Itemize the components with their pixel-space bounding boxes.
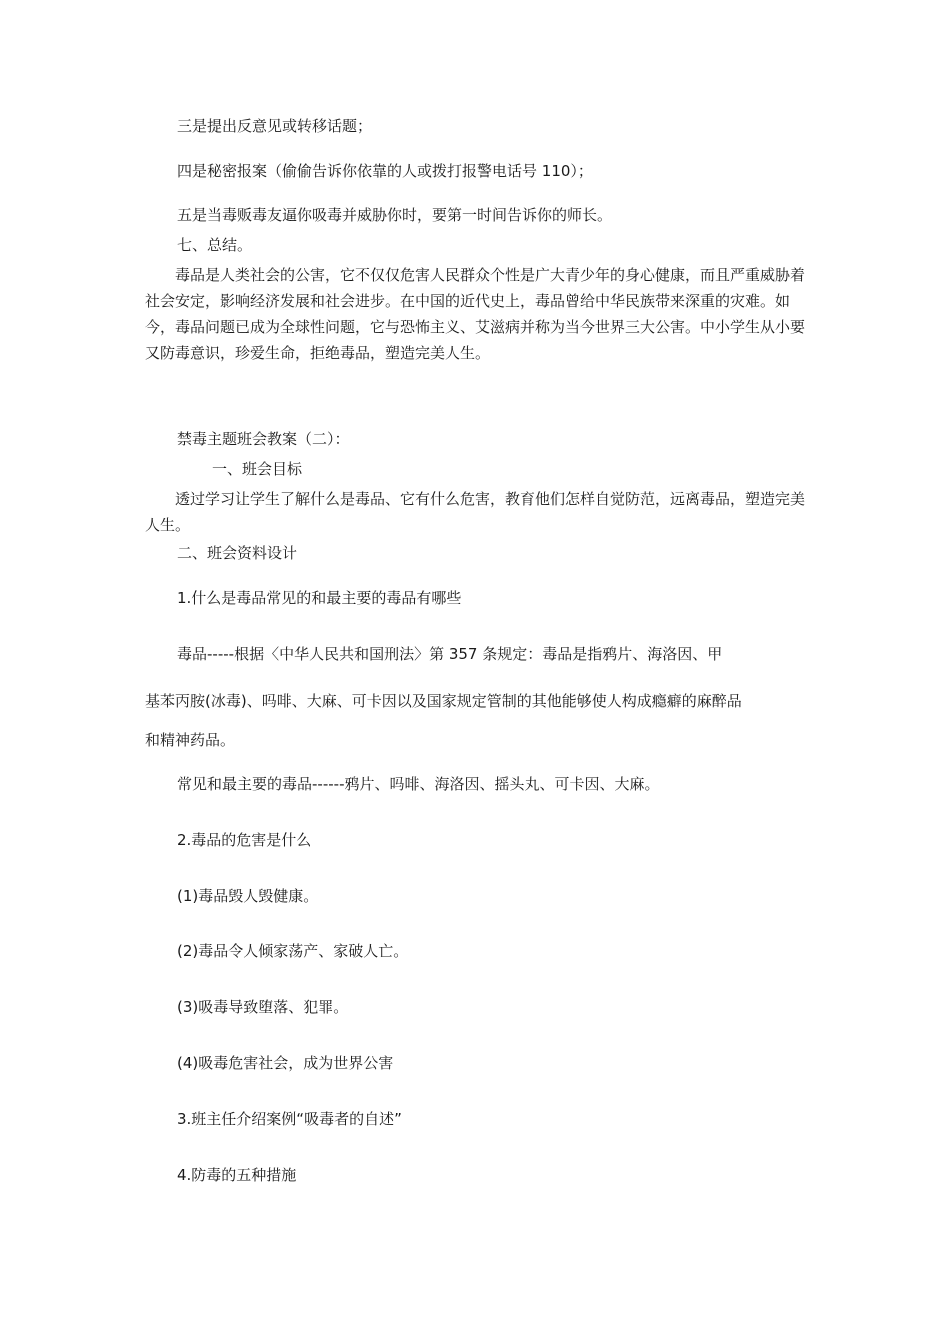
section-heading-summary: 七、总结。 [177, 236, 253, 254]
question-1: 1.什么是毒品常见的和最主要的毒品有哪些 [177, 589, 462, 607]
definition-line-3: 和精神药品。 [145, 731, 236, 749]
goal-paragraph: 透过学习让学生了解什么是毒品、它有什么危害，教育他们怎样自觉防范，远离毒品，塑造完美人生。 [145, 490, 806, 534]
harm-item-2: (2)毒品令人倾家荡产、家破人亡。 [177, 942, 409, 960]
definition-line-2: 基苯丙胺(冰毒)、吗啡、大麻、可卡因以及国家规定管制的其他能够使人构成瘾癖的麻醉品 [145, 692, 742, 710]
question-3: 3.班主任介绍案例“吸毒者的自述” [177, 1110, 402, 1128]
section-heading-content: 二、班会资料设计 [177, 544, 298, 562]
measure-item-3: 三是提出反意见或转移话题； [177, 117, 373, 135]
measure-item-4: 四是秘密报案（偷偷告诉你依靠的人或拨打报警电话号 110）； [177, 162, 593, 180]
harm-item-1: (1)毒品毁人毁健康。 [177, 887, 319, 905]
summary-paragraph: 毒品是人类社会的公害，它不仅仅危害人民群众个性是广大青少年的身心健康，而且严重威胁着社会安定，影响经济发展和社会进步。在中国的近代史上，毒品曾给中华民族带来深重的灾难。如今，毒品问题已成为全球性问题，它与恐怖主义、艾滋病并称为当今世界三大公害。中小学生从小要又防毒意识，珍爱生命，拒绝毒品，塑造完美人生。 [145, 266, 806, 362]
question-4: 4.防毒的五种措施 [177, 1166, 297, 1184]
harm-item-4: (4)吸毒危害社会，成为世界公害 [177, 1054, 394, 1072]
definition-line-1: 毒品-----根据〈中华人民共和国刑法〉第 357 条规定：毒品是指鸦片、海洛因、甲 [177, 645, 723, 663]
lesson-plan-title: 禁毒主题班会教案（二）： [177, 430, 350, 448]
measure-item-5: 五是当毒贩毒友逼你吸毒并威胁你时，要第一时间告诉你的师长。 [177, 206, 613, 224]
question-2: 2.毒品的危害是什么 [177, 831, 312, 849]
section-heading-goal: 一、班会目标 [212, 460, 303, 478]
common-drugs: 常见和最主要的毒品------鸦片、吗啡、海洛因、摇头丸、可卡因、大麻。 [177, 775, 660, 793]
harm-item-3: (3)吸毒导致堕落、犯罪。 [177, 998, 349, 1016]
